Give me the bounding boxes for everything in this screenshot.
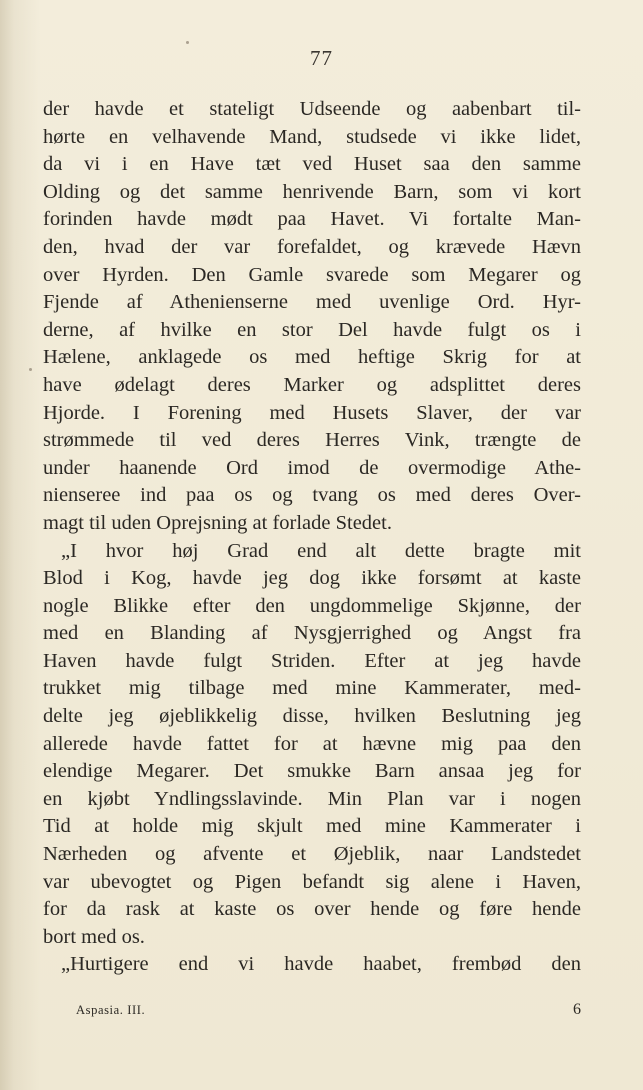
- text-line: den, hvad der var forefaldet, og krævede Hævn: [43, 235, 581, 258]
- paper-speck: [29, 368, 32, 371]
- text-line: Blod i Kog, havde jeg dog ikke forsømt at kaste: [43, 567, 581, 590]
- text-line: Fjende af Athenienserne med uvenlige Ord. Hyr-: [43, 291, 581, 314]
- text-line: „I hvor høj Grad end alt dette bragte mit: [61, 539, 581, 562]
- text-line: Tid at holde mig skjult med mine Kammerater i: [43, 815, 581, 838]
- text-line: med en Blanding af Nysgjerrighed og Angst fra: [43, 622, 581, 645]
- text-line: da vi i en Have tæt ved Huset saa den samme: [43, 153, 581, 176]
- text-line: „Hurtigere end vi havde haabet, frembød den: [61, 953, 581, 976]
- text-line: delte jeg øjeblikkelig disse, hvilken Beslutning jeg: [43, 705, 581, 728]
- text-line: Haven havde fulgt Striden. Efter at jeg havde: [43, 649, 581, 672]
- text-line: nienseree ind paa os og tvang os med deres Over-: [43, 484, 581, 507]
- text-line: magt til uden Oprejsning at forlade Stedet.: [43, 511, 392, 534]
- text-line: Olding og det samme henrivende Barn, som vi kort: [43, 180, 581, 203]
- body-text: [43, 96, 581, 979]
- text-line: elendige Megarer. Det smukke Barn ansaa jeg for: [43, 760, 581, 783]
- text-line: derne, af hvilke en stor Del havde fulgt os i: [43, 318, 581, 341]
- text-line: trukket mig tilbage med mine Kammerater, med-: [43, 677, 581, 700]
- text-line: var ubevogtet og Pigen befandt sig alene i Haven,: [43, 870, 581, 893]
- text-line: have ødelagt deres Marker og adsplittet deres: [43, 373, 581, 396]
- text-line: der havde et stateligt Udseende og aabenbart til-: [43, 98, 581, 120]
- text-line: en kjøbt Yndlingsslavinde. Min Plan var i nogen: [43, 787, 581, 810]
- text-line: over Hyrden. Den Gamle svarede som Megarer og: [43, 263, 581, 286]
- page-number: 77: [310, 46, 333, 70]
- text-line: allerede havde fattet for at hævne mig paa den: [43, 732, 581, 755]
- text-line: Nærheden og afvente et Øjeblik, naar Landstedet: [43, 843, 581, 866]
- text-line: Hjorde. I Forening med Husets Slaver, der var: [43, 401, 581, 424]
- signature-mark: Aspasia. III.: [76, 1003, 146, 1017]
- text-line: nogle Blikke efter den ungdommelige Skjønne, der: [43, 594, 581, 617]
- text-line: for da rask at kaste os over hende og føre hende: [43, 898, 581, 921]
- sheet-number: 6: [573, 1001, 581, 1018]
- text-line: forinden havde mødt paa Havet. Vi fortalte Man-: [43, 208, 581, 231]
- text-line: hørte en velhavende Mand, studsede vi ikke lidet,: [43, 125, 581, 148]
- text-line: Hælene, anklagede os med heftige Skrig for at: [43, 346, 581, 369]
- text-line: under haanende Ord imod de overmodige Athe-: [43, 456, 581, 479]
- text-line: bort med os.: [43, 925, 145, 948]
- paper-speck: [186, 41, 189, 44]
- page-footer: [76, 1001, 581, 1023]
- text-line: strømmede til ved deres Herres Vink, trængte de: [43, 429, 581, 452]
